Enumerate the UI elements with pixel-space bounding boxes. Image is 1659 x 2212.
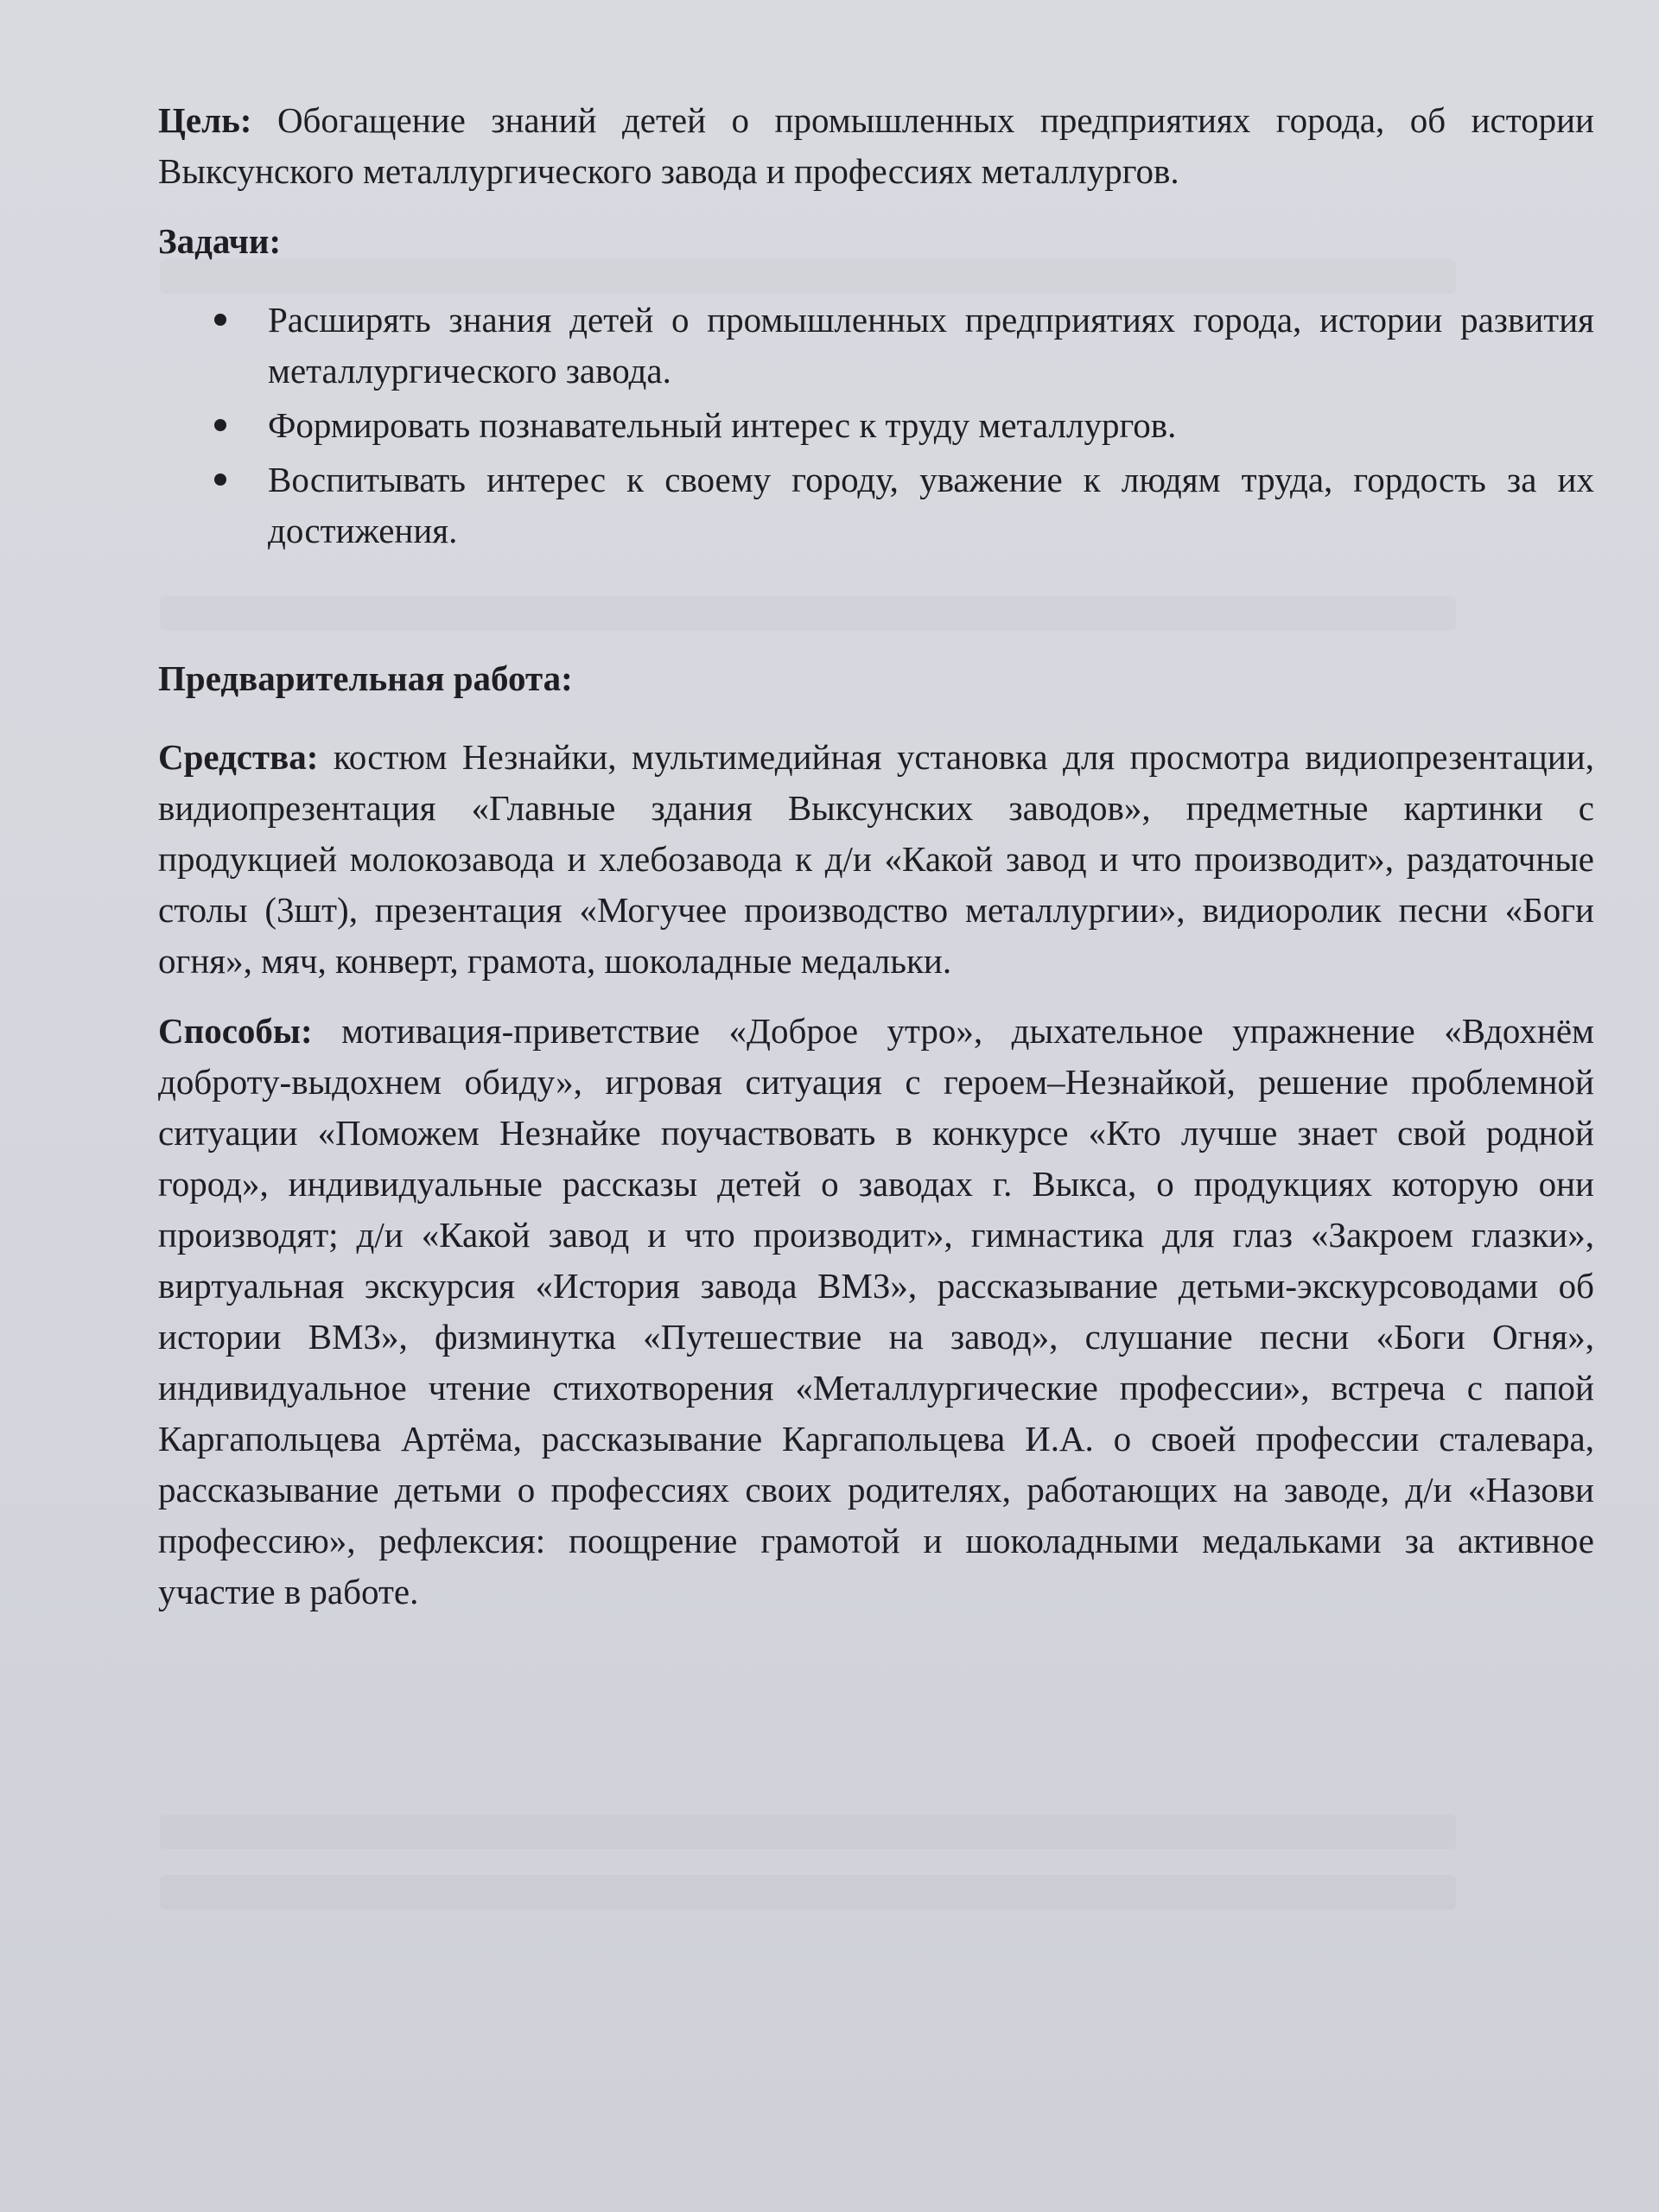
list-item <box>158 295 1594 397</box>
bullet-icon <box>214 419 226 431</box>
goal-paragraph <box>158 95 1594 197</box>
task-text: Формировать познавательный интерес к труду металлургов. <box>268 405 1177 445</box>
methods-label: Способы: <box>158 1011 313 1051</box>
means-label: Средства: <box>158 737 319 777</box>
tasks-list <box>158 295 1594 556</box>
section-gap <box>158 560 1594 653</box>
means-text: костюм Незнайки, мультимедийная установка для просмотра видиопрезентации, видиопрезентация «Главные здания Выксунских заводов», предметные картинки с продукцией молокозавода и хлебозавода к д/и «Какой завод и что производит», раздаточные столы (3шт), презентация «Могучее производство металлургии», видиоролик песни «Боги огня», мяч, конверт, грамота, шоколадные медальки. <box>158 737 1594 981</box>
methods-text: мотивация-приветствие «Доброе утро», дыхательное упражнение «Вдохнём доброту-выдохнем обиду», игровая ситуация с героем–Незнайкой, решение проблемной ситуации «Поможем Незнайке поучаствовать в конкурсе «Кто лучше знает свой родной город», индивидуальные рассказы детей о заводах г. Выкса, о продукциях которую они производят; д/и «Какой завод и что производит», гимнастика для глаз «Закроем глазки», виртуальная экскурсия «История завода ВМЗ», рассказывание детьми-экскурсоводами об истории ВМЗ», физминутка «Путешествие на завод», слушание песни «Боги Огня», индивидуальное чтение стихотворения «Металлургические профессии», встреча с папой Каргапольцева Артёма, рассказывание Каргапольцева И.А. о своей профессии сталевара, рассказывание детьми о профессиях своих родителях, работающих на заводе, д/и «Назови профессию», рефлексия: поощрение грамотой и шоколадными медальками за активное участие в работе. <box>158 1011 1594 1611</box>
methods-paragraph <box>158 1006 1594 1618</box>
goal-label: Цель: <box>158 100 252 140</box>
bullet-icon <box>214 314 226 326</box>
task-text: Воспитывать интерес к своему городу, уважение к людям труда, гордость за их достижения. <box>268 460 1594 550</box>
goal-text: Обогащение знаний детей о промышленных предприятиях города, об истории Выксунского металлургического завода и профессиях металлургов. <box>158 100 1594 191</box>
means-paragraph <box>158 732 1594 987</box>
list-item <box>158 400 1594 451</box>
preliminary-heading: Предварительная работа: <box>158 658 573 698</box>
tasks-heading: Задачи: <box>158 221 282 261</box>
list-item <box>158 454 1594 556</box>
task-text: Расширять знания детей о промышленных предприятиях города, истории развития металлургического завода. <box>268 300 1594 391</box>
bullet-icon <box>214 474 226 486</box>
